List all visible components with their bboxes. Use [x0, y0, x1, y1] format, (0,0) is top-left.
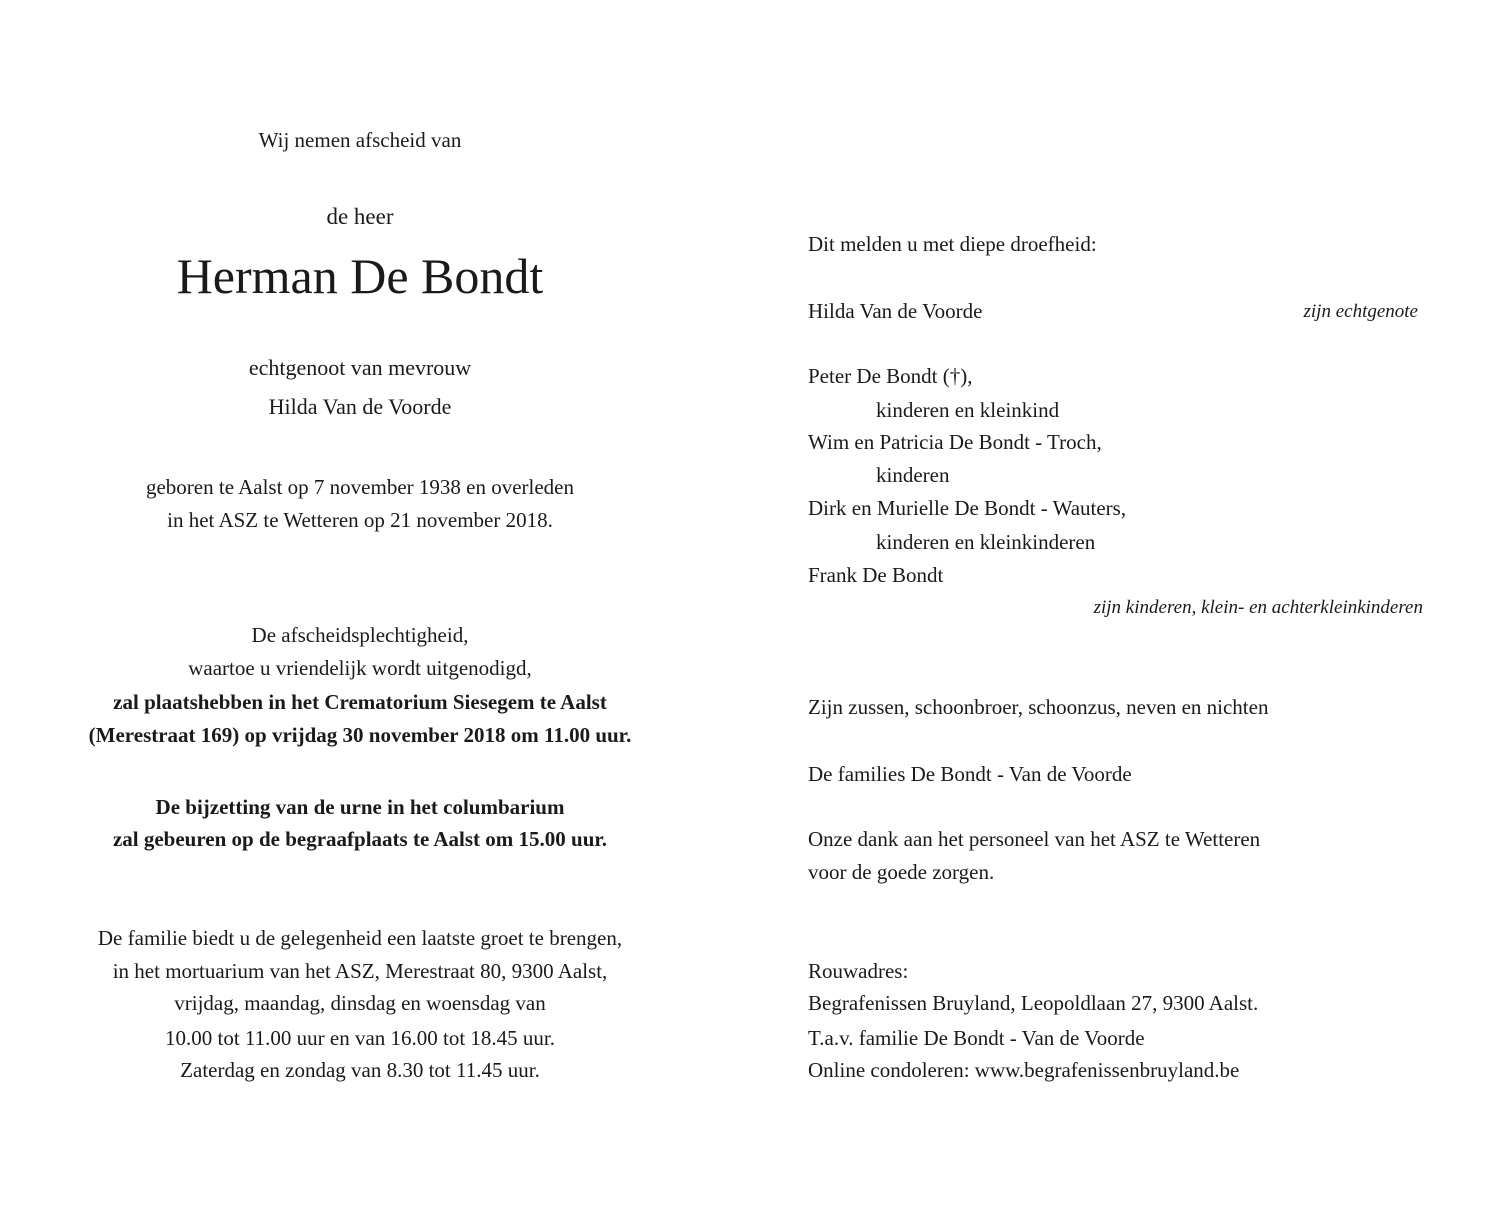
- siblings-text: Zijn zussen, schoonbroer, schoonzus, neven en nichten: [808, 695, 1269, 719]
- mourner-child-1-sub: kinderen en kleinkind: [876, 398, 1060, 422]
- mourner-spouse: Hilda Van de Voorde: [808, 299, 983, 323]
- urn-line-2: zal gebeuren op de begraafplaats te Aalst om 15.00 uur.: [112, 827, 608, 851]
- visit-line-3: vrijdag, maandag, dinsdag en woensdag van: [174, 991, 546, 1015]
- visit-line-2: in het mortuarium van het ASZ, Merestraat 80, 9300 Aalst,: [112, 959, 608, 983]
- mourner-child-2-sub: kinderen: [876, 463, 950, 487]
- ceremony-line-2: waartoe u vriendelijk wordt uitgenodigd,: [188, 656, 532, 680]
- spouse-intro: echtgenoot van mevrouw: [248, 355, 472, 380]
- mourner-child-3-sub: kinderen en kleinkinderen: [876, 530, 1096, 554]
- address-line-1: Begrafenissen Bruyland, Leopoldlaan 27, 9300 Aalst.: [808, 991, 1259, 1015]
- birth-death-line-2: in het ASZ te Wetteren op 21 november 2018.: [167, 508, 553, 532]
- thanks-line-2: voor de goede zorgen.: [808, 860, 995, 884]
- ceremony-line-1: De afscheidsplechtigheid,: [251, 623, 469, 647]
- visit-line-4: 10.00 tot 11.00 uur en van 16.00 tot 18.45 uur.: [164, 1026, 556, 1050]
- visit-line-1: De familie biedt u de gelegenheid een laatste groet te brengen,: [97, 926, 623, 950]
- spouse-name: Hilda Van de Voorde: [268, 394, 452, 419]
- mourner-spouse-role: zijn echtgenote: [1303, 301, 1418, 322]
- mourner-child-2: Wim en Patricia De Bondt - Troch,: [808, 430, 1102, 454]
- address-label: Rouwadres:: [808, 959, 909, 983]
- intro-text: Wij nemen afscheid van: [258, 128, 462, 152]
- mourner-child-1: Peter De Bondt (†),: [808, 364, 973, 388]
- ceremony-line-4: (Merestraat 169) op vrijdag 30 november 2018 om 11.00 uur.: [88, 723, 632, 747]
- visit-line-5: Zaterdag en zondag van 8.30 tot 11.45 uur.: [180, 1058, 540, 1082]
- announce-text: Dit melden u met diepe droefheid:: [808, 232, 1097, 256]
- mourner-child-3: Dirk en Murielle De Bondt - Wauters,: [808, 496, 1127, 520]
- mourner-child-4: Frank De Bondt: [808, 563, 944, 587]
- ceremony-line-3: zal plaatshebben in het Crematorium Siesegem te Aalst: [113, 690, 607, 714]
- honorific: de heer: [326, 204, 394, 229]
- families-text: De families De Bondt - Van de Voorde: [808, 762, 1132, 786]
- mourner-children-role: zijn kinderen, klein- en achterkleinkinderen: [1093, 597, 1423, 618]
- urn-line-1: De bijzetting van de urne in het columbarium: [155, 795, 565, 819]
- deceased-name: Herman De Bondt: [176, 248, 544, 304]
- birth-death-line-1: geboren te Aalst op 7 november 1938 en overleden: [145, 475, 575, 499]
- address-line-3: Online condoleren: www.begrafenissenbruyland.be: [808, 1058, 1240, 1082]
- thanks-line-1: Onze dank aan het personeel van het ASZ te Wetteren: [808, 827, 1261, 851]
- address-line-2: T.a.v. familie De Bondt - Van de Voorde: [808, 1026, 1145, 1050]
